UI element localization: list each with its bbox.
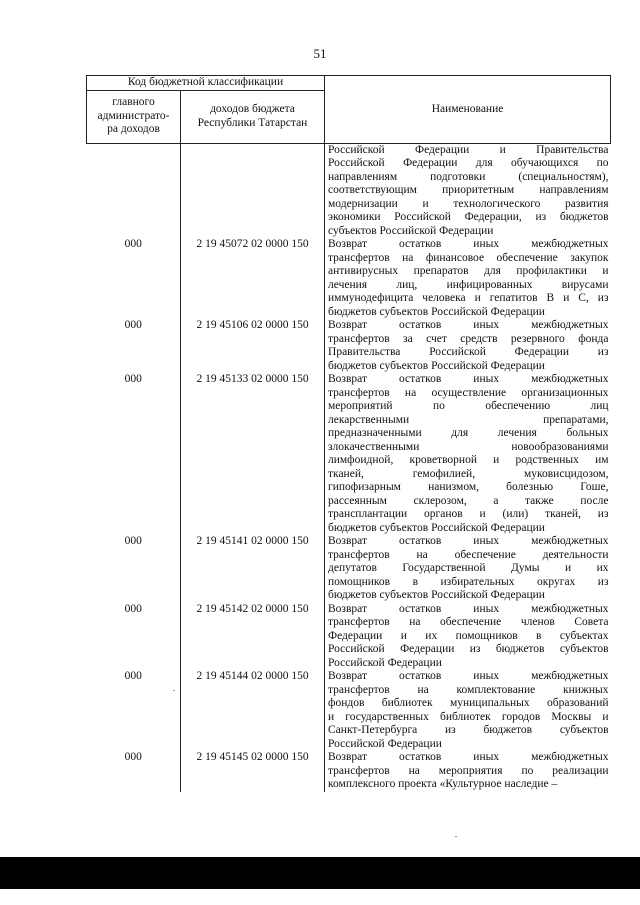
name-line: Федерации и их помощников в субъектах: [328, 629, 609, 642]
name-line: трансфертов за счет средств резервного фонда: [328, 332, 609, 345]
name-cell: [325, 535, 611, 603]
name-line: и государственных библиотек городов Москвы и: [328, 710, 609, 723]
income-code-cell: 2 19 45145 02 0000 150: [181, 751, 325, 792]
name-line: трансфертов на финансовое обеспечение закупок: [328, 251, 609, 264]
admin-code-cell: 000: [124, 373, 142, 385]
name-cell: [325, 238, 611, 319]
scan-bottom-border: [0, 857, 640, 889]
admin-code-cell: 000: [124, 535, 142, 547]
table-row: [87, 238, 611, 319]
name-line: Возврат остатков иных межбюджетных: [328, 602, 609, 615]
income-code-cell: 2 19 45144 02 0000 150: [181, 670, 325, 751]
table-row: [87, 319, 611, 373]
name-line: трансфертов на осуществление организационных: [328, 386, 609, 399]
header-admin-line: главного: [112, 96, 155, 109]
name-line: экономики Российской Федерации, из бюджетов: [328, 211, 609, 223]
name-line: иммунодефицита человека и гепатитов В и С, из: [328, 292, 609, 304]
name-line: тканей, гемофилией, муковисцидозом,: [328, 467, 609, 480]
name-line: Возврат остатков иных межбюджетных: [328, 751, 609, 763]
table-row: [87, 535, 611, 603]
name-line: Правительства Российской Федерации из: [328, 346, 609, 358]
header-income-line: доходов бюджета: [210, 103, 295, 115]
name-line: мероприятий по обеспечению лиц: [328, 400, 609, 412]
name-line: Возврат остатков иных межбюджетных: [328, 319, 609, 331]
name-line: бюджетов субъектов Российской Федерации: [328, 305, 545, 318]
name-line: бюджетов субъектов Российской Федерации: [328, 359, 545, 372]
name-line: Возврат остатков иных межбюджетных: [328, 238, 609, 250]
name-line: лимфоидной, кроветворной и родственных им: [328, 454, 609, 466]
scan-speck: [455, 836, 457, 837]
table-header: [87, 76, 611, 144]
budget-classification-table: [86, 75, 611, 792]
table-row: [87, 670, 611, 751]
table-row: [87, 143, 611, 238]
name-line: злокачественными новообразованиями: [328, 440, 609, 453]
header-income: [181, 90, 325, 143]
name-line: рассеянным склерозом, а также после: [328, 494, 609, 507]
name-line: трансплантации органов и (или) тканей, из: [328, 508, 609, 520]
name-cell: [325, 373, 611, 535]
name-line: модернизации и технологического развития: [328, 197, 609, 210]
name-cell: [325, 143, 611, 238]
table-row: [87, 603, 611, 671]
name-line: Российской Федерации и Правительства: [328, 143, 609, 156]
name-line: антивирусных препаратов для профилактики и: [328, 265, 609, 277]
table-row: [87, 751, 611, 792]
admin-code-cell: 000: [124, 602, 142, 615]
name-line: Возврат остатков иных межбюджетных: [328, 373, 609, 385]
name-line: бюджетов субъектов Российской Федерации: [328, 521, 545, 534]
name-line: трансфертов на обеспечение членов Совета: [328, 616, 609, 628]
income-code-cell: 2 19 45133 02 0000 150: [181, 373, 325, 535]
name-line: Российской Федерации: [328, 737, 442, 750]
name-line: лекарственными препаратами,: [328, 413, 609, 426]
admin-code-cell: 000: [124, 319, 142, 331]
name-line: Российской Федерации: [328, 656, 442, 669]
name-line: трансфертов на комплектование книжных: [328, 683, 609, 696]
header-admin-line: ра доходов: [107, 123, 160, 136]
admin-code-cell: 000: [124, 670, 142, 682]
name-line: трансфертов на обеспечение деятельности: [328, 548, 609, 561]
name-cell: [325, 603, 611, 671]
header-admin-line: администрато-: [97, 109, 170, 122]
income-code-cell: 2 19 45142 02 0000 150: [181, 603, 325, 671]
name-line: Возврат остатков иных межбюджетных: [328, 670, 609, 682]
name-line: депутатов Государственной Думы и их: [328, 562, 609, 574]
income-code-cell: 2 19 45141 02 0000 150: [181, 535, 325, 603]
name-line: помощников в избирательных округах из: [328, 575, 609, 588]
name-line: лечения лиц, инфицированных вирусами: [328, 278, 609, 291]
income-code-cell: 2 19 45072 02 0000 150: [181, 238, 325, 319]
name-line: направлениям подготовки (специальностям),: [328, 170, 609, 183]
name-line: Российской Федерации для обучающихся по: [328, 157, 609, 169]
table-row: [87, 373, 611, 535]
name-line: гипофизарным нанизмом, болезнью Гоше,: [328, 481, 609, 493]
income-code-cell: 2 19 45106 02 0000 150: [181, 319, 325, 373]
name-cell: [325, 670, 611, 751]
name-line: фондов библиотек муниципальных образований: [328, 697, 609, 709]
name-line: предназначенными для лечения больных: [328, 427, 609, 439]
admin-code-cell: 000: [124, 751, 142, 763]
name-line: бюджетов субъектов Российской Федерации: [328, 589, 545, 601]
name-line: субъектов Российской Федерации: [328, 224, 494, 237]
admin-code-cell: 000: [124, 238, 142, 250]
name-line: Санкт-Петербурга из бюджетов субъектов: [328, 724, 609, 736]
header-classification: Код бюджетной классификации: [87, 76, 325, 91]
header-admin: [87, 90, 181, 143]
name-line: соответствующим приоритетным направлениям: [328, 184, 609, 196]
header-name: Наименование: [325, 76, 611, 144]
table-body: [87, 143, 611, 792]
header-income-line: Республики Татарстан: [197, 116, 308, 129]
name-cell: [325, 319, 611, 373]
name-line: трансфертов на мероприятия по реализации: [328, 764, 609, 777]
name-line: Российской Федерации из бюджетов субъектов: [328, 643, 609, 655]
name-cell: [325, 751, 611, 792]
name-line: Возврат остатков иных межбюджетных: [328, 535, 609, 547]
name-line: комплексного проекта «Культурное наследие –: [328, 778, 558, 790]
scan-speck: [173, 690, 175, 691]
income-code-cell: [181, 143, 325, 238]
page-number: 51: [313, 46, 327, 61]
admin-code-cell: [87, 143, 181, 238]
